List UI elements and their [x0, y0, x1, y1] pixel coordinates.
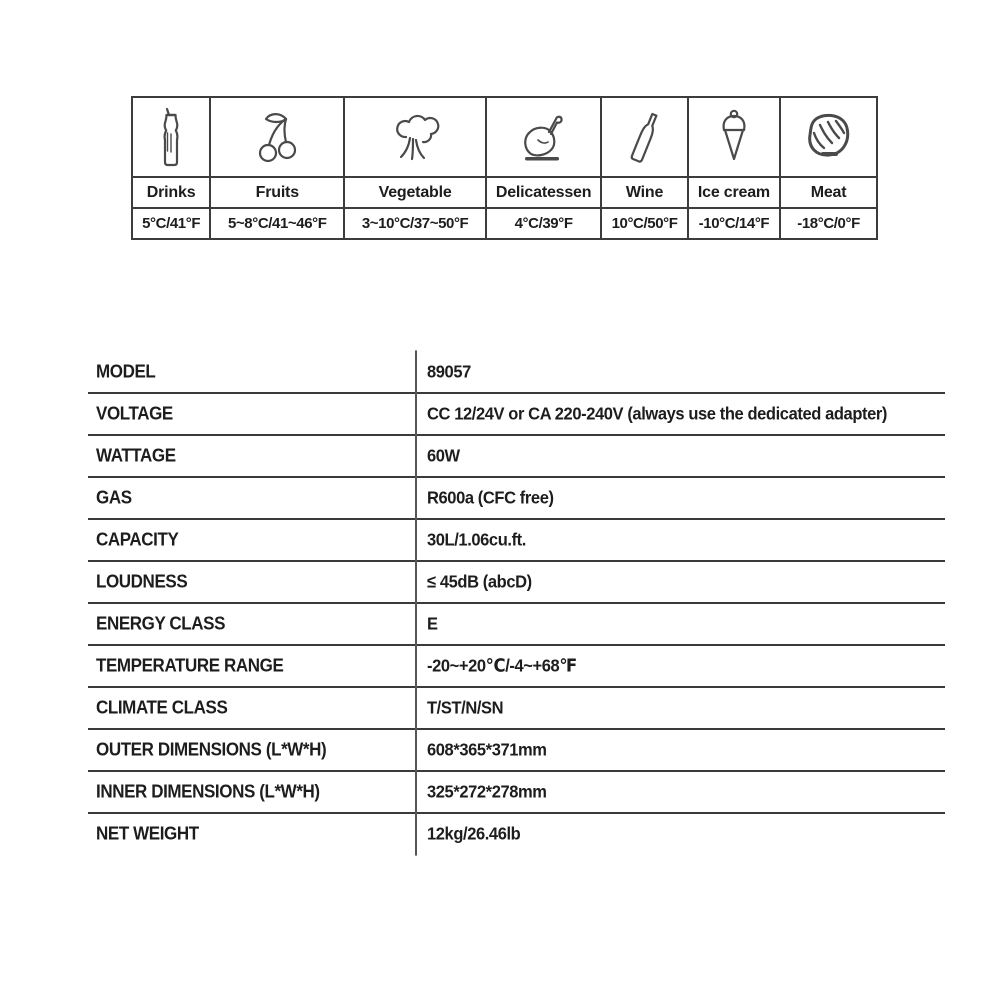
spec-row [88, 478, 945, 520]
storage-category-temperature: -18°C/0°F [780, 208, 877, 239]
spec-label: GAS [96, 487, 132, 508]
spec-value: 89057 [415, 350, 945, 393]
cherries-icon [210, 97, 344, 177]
spec-row [88, 562, 945, 604]
spec-value: 30L/1.06cu.ft. [415, 518, 945, 561]
storage-category-temperature: 5~8°C/41~46°F [210, 208, 344, 239]
spec-row [88, 772, 945, 814]
spec-label: TEMPERATURE RANGE [96, 655, 284, 676]
spec-label: ENERGY CLASS [96, 613, 226, 634]
storage-category-temperature: -10°C/14°F [688, 208, 780, 239]
storage-category-temperature: 3~10°C/37~50°F [344, 208, 486, 239]
storage-category-temperature: 4°C/39°F [486, 208, 601, 239]
storage-category-label: Fruits [210, 177, 344, 208]
storage-category-label: Wine [601, 177, 687, 208]
spec-row [88, 520, 945, 562]
spec-row [88, 814, 945, 854]
spec-row [88, 604, 945, 646]
spec-value: E [415, 602, 945, 645]
ice-cream-cone-icon [688, 97, 780, 177]
storage-category-label: Meat [780, 177, 877, 208]
spec-value: 325*272*278mm [415, 770, 945, 813]
storage-icon-row [132, 97, 877, 177]
storage-category-temperature: 5°C/41°F [132, 208, 210, 239]
spec-label: CAPACITY [96, 529, 179, 550]
spec-value: CC 12/24V or CA 220-240V (always use the dedicated adapter) [415, 392, 945, 435]
roast-chicken-icon [486, 97, 601, 177]
storage-category-label: Drinks [132, 177, 210, 208]
drinks-bottle-icon [132, 97, 210, 177]
spec-label: OUTER DIMENSIONS (L*W*H) [96, 739, 327, 760]
storage-temperature-table [131, 96, 878, 240]
spec-label: LOUDNESS [96, 571, 188, 592]
spec-row [88, 394, 945, 436]
spec-label: WATTAGE [96, 445, 176, 466]
spec-row [88, 436, 945, 478]
storage-label-row [132, 177, 877, 208]
wine-bottle-icon [601, 97, 687, 177]
storage-category-label: Ice cream [688, 177, 780, 208]
spec-label: MODEL [96, 361, 156, 382]
storage-category-label: Delicatessen [486, 177, 601, 208]
broccoli-icon [344, 97, 486, 177]
storage-category-label: Vegetable [344, 177, 486, 208]
spec-row [88, 646, 945, 688]
spec-value: -20~+20℃/-4~+68℉ [415, 644, 945, 687]
spec-row [88, 730, 945, 772]
storage-category-temperature: 10°C/50°F [601, 208, 687, 239]
spec-value: 12kg/26.46lb [415, 812, 945, 855]
spec-value: 608*365*371mm [415, 728, 945, 771]
spec-value: T/ST/N/SN [415, 686, 945, 729]
spec-row [88, 688, 945, 730]
spec-value: R600a (CFC free) [415, 476, 945, 519]
spec-value: ≤ 45dB (abcD) [415, 560, 945, 603]
specifications-table [88, 352, 945, 854]
spec-label: INNER DIMENSIONS (L*W*H) [96, 781, 320, 802]
steak-icon [780, 97, 877, 177]
spec-value: 60W [415, 434, 945, 477]
spec-row [88, 352, 945, 394]
spec-label: CLIMATE CLASS [96, 697, 228, 718]
spec-label: VOLTAGE [96, 403, 173, 424]
spec-label: NET WEIGHT [96, 823, 199, 844]
storage-temp-row [132, 208, 877, 239]
